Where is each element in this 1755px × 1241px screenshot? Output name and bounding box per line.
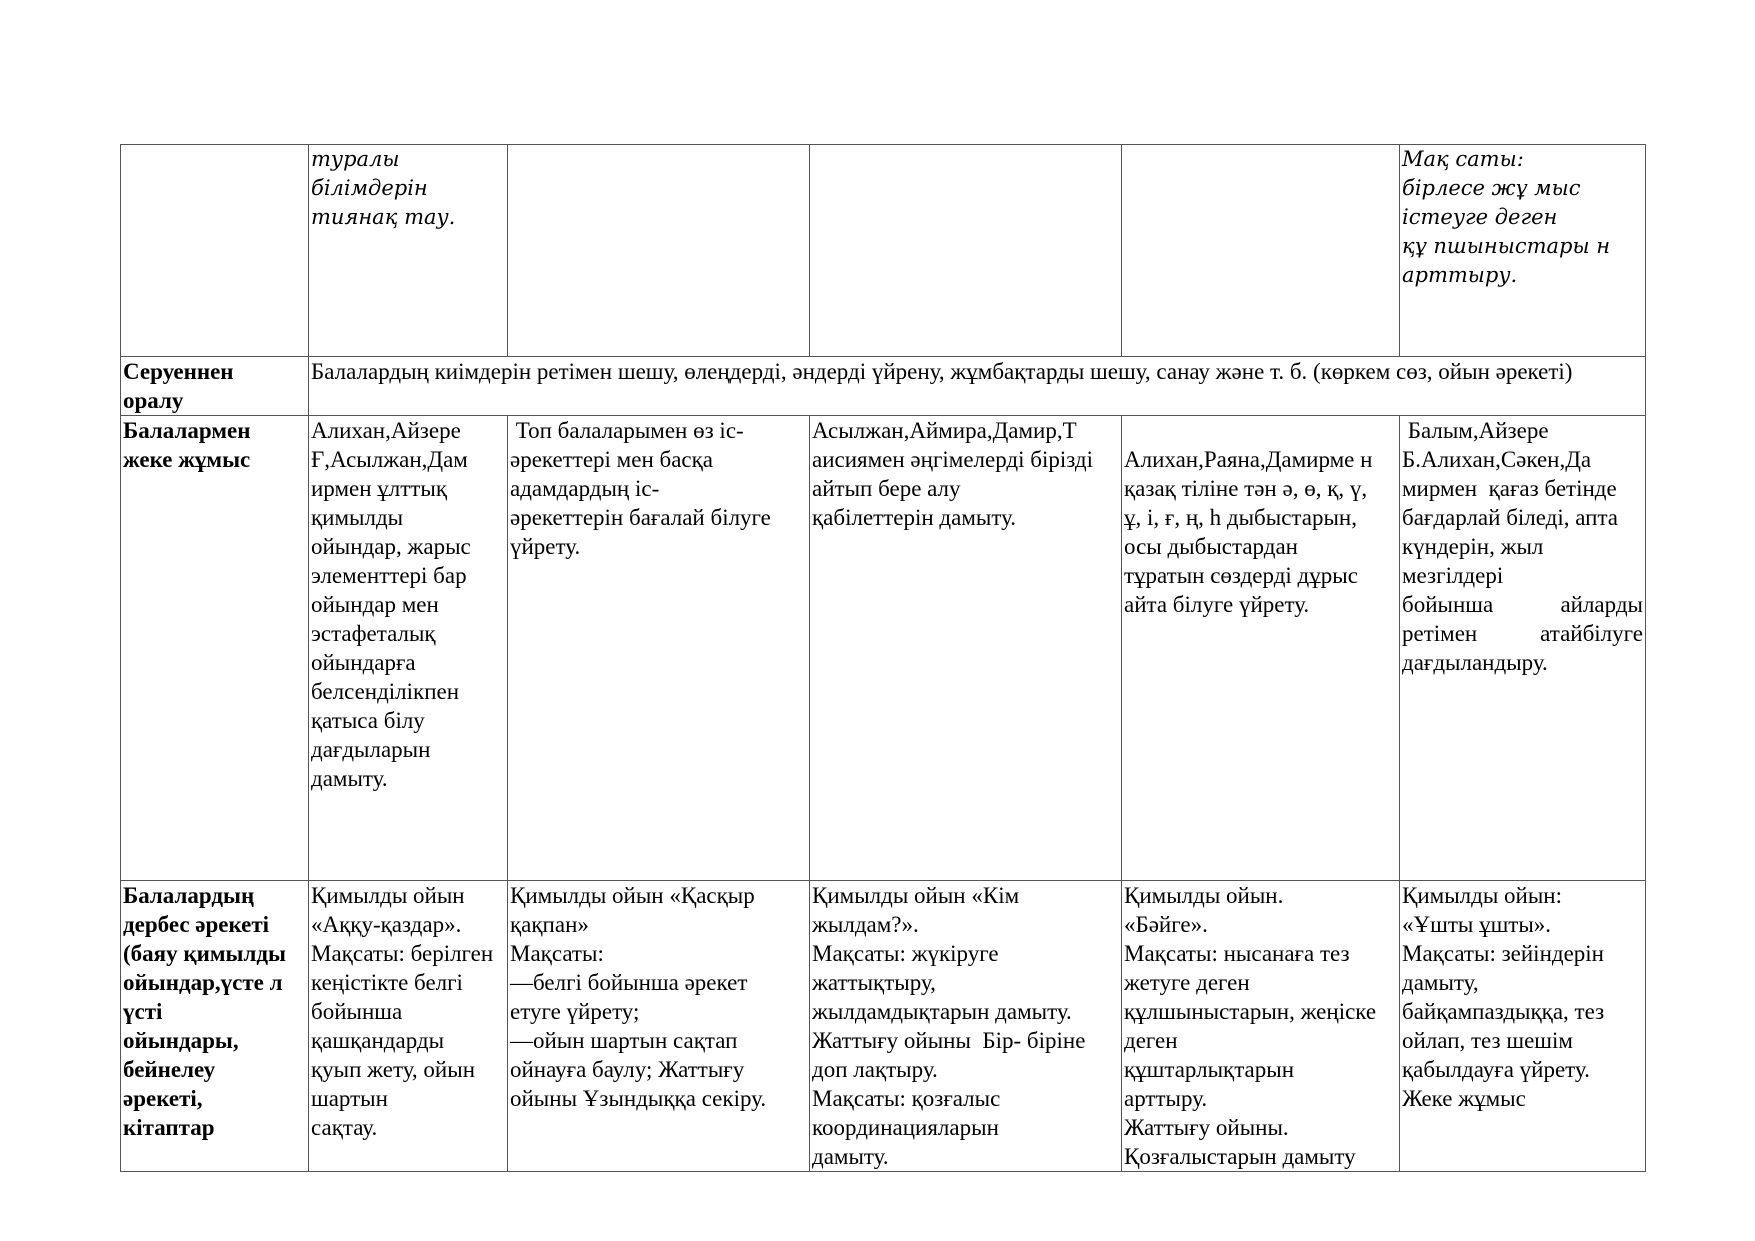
table-row-continuation xyxy=(121,145,1646,357)
row-label-free-activity: Балалардың дербес әрекеті (баяу қимылды ойындар,үсте л үсті ойындары, бейнелеу әрекеті, кітаптар xyxy=(121,881,309,1172)
cell-individual-col4: Алихан,Раяна,Дамирме н қазақ тіліне тән ә, ө, қ, ү, ұ, і, ғ, ң, һ дыбыстарын, осы дыбыстардан тұратын сөздерді дұрыс айта білуге үйрету. xyxy=(1122,416,1400,881)
cell-top-col1: туралы білімдерін тиянақ тау. xyxy=(309,145,508,357)
table-row-free-activity xyxy=(121,881,1646,1172)
cell-individual-col3: Асылжан,Аймира,Дамир,Т аисиямен әңгімелерді бірізді айтып бере алу қабілеттерін дамыту. xyxy=(810,416,1122,881)
cell-top-col2 xyxy=(508,145,810,357)
cell-label-empty xyxy=(121,145,309,357)
cell-top-col5: Мақ саты: бірлесе жұ мыс істеуге деген құ пшыныстары н арттыру. xyxy=(1400,145,1646,357)
cell-free-col3: Қимылды ойын «Кім жылдам?». Мақсаты: жүкіруге жаттықтыру, жылдамдықтарын дамыту. Жаттығу ойыны Бір- біріне доп лақтыру. Мақсаты: қозғалыс координацияларын дамыту. xyxy=(810,881,1122,1172)
row-label-individual-work: Балалармен жеке жұмыс xyxy=(121,416,309,881)
row-label-walk-return: Серуеннен оралу xyxy=(121,357,309,416)
cell-individual-col2: Топ балаларымен өз іс- әрекеттері мен басқа адамдардың іс- әрекеттерін бағалай білуге үйрету. xyxy=(508,416,810,881)
cell-free-col5: Қимылды ойын: «Ұшты ұшты». Мақсаты: зейіндерін дамыту, байқампаздыққа, тез ойлап, тез шешім қабылдауға үйрету. Жеке жұмыс xyxy=(1400,881,1646,1172)
cell-individual-col1: Алихан,Айзере Ғ,Асылжан,Дам ирмен ұлттық қимылды ойындар, жарыс элементтері бар ойындар мен эстафеталық ойындарға белсенділікпен қатыса білу дағдыларын дамыту. xyxy=(309,416,508,881)
cell-free-col4: Қимылды ойын. «Бәйге». Мақсаты: нысанаға тез жетуге деген құлшыныстарын, жеңіске деген құштарлықтарын арттыру. Жаттығу ойыны. Қозғалыстарын дамыту xyxy=(1122,881,1400,1172)
cell-free-col1: Қимылды ойын «Аққу-қаздар». Мақсаты: берілген кеңістікте белгі бойынша қашқандарды қуып жету, ойын шартын сақтау. xyxy=(309,881,508,1172)
cell-free-col2: Қимылды ойын «Қасқыр қақпан» Мақсаты: —белгі бойынша әрекет етуге үйрету; —ойын шартын сақтап ойнауға баулу; Жаттығу ойыны Ұзындыққа секіру. xyxy=(508,881,810,1172)
table-row-walk-return xyxy=(121,357,1646,416)
plan-table xyxy=(120,144,1646,1172)
table-row-individual-work xyxy=(121,416,1646,881)
cell-walk-return-text: Балалардың киімдерін ретімен шешу, өлеңдерді, әндерді үйрену, жұмбақтарды шешу, санау және т. б. (көркем сөз, ойын әрекеті) xyxy=(309,357,1646,416)
cell-individual-col5: Балым,Айзере Б.Алихан,Сәкен,Да мирмен қағаз бетінде бағдарлай біледі, апта күндерін, жыл мезгілдері бойынша айларды ретімен атайбілуге дағдыландыру. xyxy=(1400,416,1646,881)
cell-top-col4 xyxy=(1122,145,1400,357)
cell-top-col3 xyxy=(810,145,1122,357)
